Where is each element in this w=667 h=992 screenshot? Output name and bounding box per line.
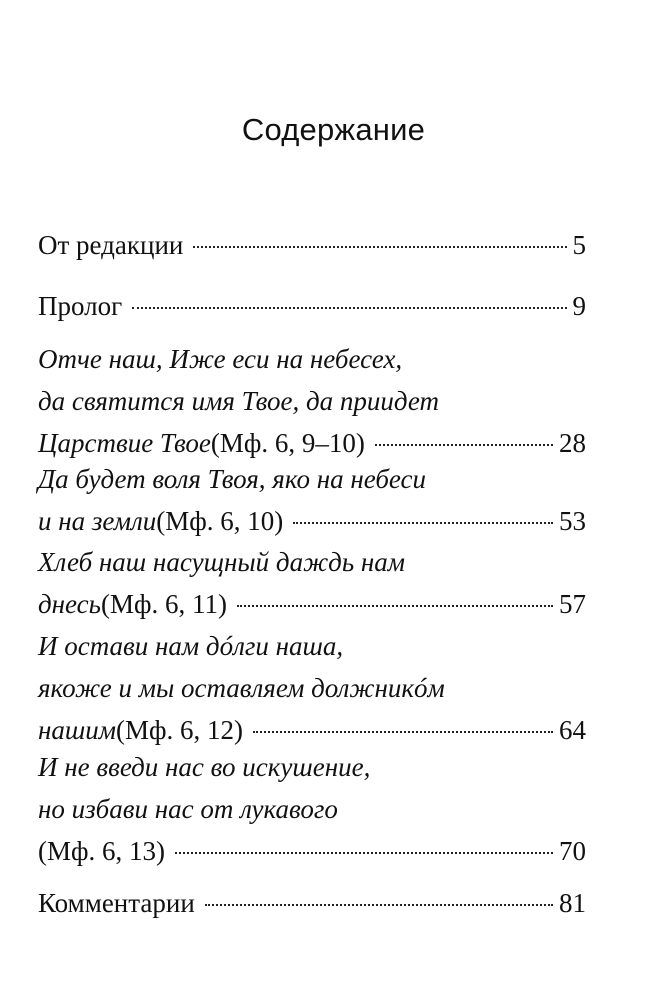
toc-entry-temptation[interactable] <box>38 746 586 872</box>
toc-entry-line <box>38 500 586 542</box>
toc-page-number: 53 <box>559 506 586 536</box>
page-title: Содержание <box>241 112 426 147</box>
dot-leader <box>253 731 553 733</box>
toc-entry-title-line: Отче наш, Иже еси на небесех, <box>38 344 403 374</box>
toc-entry-prologue[interactable] <box>38 285 586 327</box>
toc-page-number: 5 <box>572 230 586 260</box>
toc-entry-daily-bread[interactable] <box>38 541 586 625</box>
dot-leader <box>175 852 553 854</box>
toc-entry-text: От редакции <box>38 230 184 260</box>
toc-entry-title-end: и на земли <box>38 506 157 536</box>
toc-entry-line <box>38 709 586 751</box>
dot-leader <box>193 246 566 248</box>
dot-leader <box>375 444 553 446</box>
toc-entry-line <box>38 583 586 625</box>
toc-entry-title-end: днесь <box>38 589 101 619</box>
toc-entry-reference: (Мф. 6, 10) <box>156 506 284 536</box>
toc-page-number: 64 <box>559 715 586 745</box>
toc-entry-title-line: но избави нас от лукавого <box>38 794 338 824</box>
dot-leader <box>237 605 553 607</box>
toc-entry-reference: (Мф. 6, 13) <box>38 836 165 866</box>
toc-entry-title-line: И остави нам дóлги наша, <box>38 631 344 661</box>
toc-entry-title-line: да святится имя Твое, да приидет <box>38 386 440 416</box>
toc-page-number: 70 <box>559 836 586 866</box>
toc-entry-commentary[interactable] <box>38 882 586 924</box>
toc-entry-line <box>38 285 586 327</box>
toc-entry-title-line: И не введи нас во искушение, <box>38 752 371 782</box>
toc-page-number: 81 <box>559 888 586 918</box>
toc-entry-title-end: нашим <box>38 715 117 745</box>
toc-page-number: 28 <box>559 428 586 458</box>
toc-entry-line <box>38 882 586 924</box>
toc-entry-title-line: Хлеб наш насущный даждь нам <box>38 547 406 577</box>
dot-leader <box>293 522 553 524</box>
toc-entry-text: Комментарии <box>38 888 195 918</box>
toc-entry-title-end: Царствие Твое <box>38 428 211 458</box>
dot-leader <box>205 904 553 906</box>
toc-page-number: 9 <box>572 291 586 321</box>
toc-entry-reference: (Мф. 6, 9–10) <box>210 428 365 458</box>
toc-entry-title-line: якоже и мы оставляем должникóм <box>38 673 445 703</box>
toc-entry-line <box>38 224 586 266</box>
toc-entry-reference: (Мф. 6, 11) <box>100 589 227 619</box>
toc-entry-title-line: Да будет воля Твоя, яко на небеси <box>38 464 427 494</box>
toc-entry-forgive-debts[interactable] <box>38 625 586 751</box>
toc-entry-thy-will[interactable] <box>38 458 586 542</box>
toc-entry-line <box>38 830 586 872</box>
toc-page-number: 57 <box>559 589 586 619</box>
toc-entry-foreword[interactable] <box>38 224 586 266</box>
dot-leader <box>132 307 566 309</box>
toc-entry-our-father[interactable] <box>38 338 586 464</box>
toc-entry-reference: (Мф. 6, 12) <box>116 715 243 745</box>
toc-entry-text: Пролог <box>38 291 123 321</box>
